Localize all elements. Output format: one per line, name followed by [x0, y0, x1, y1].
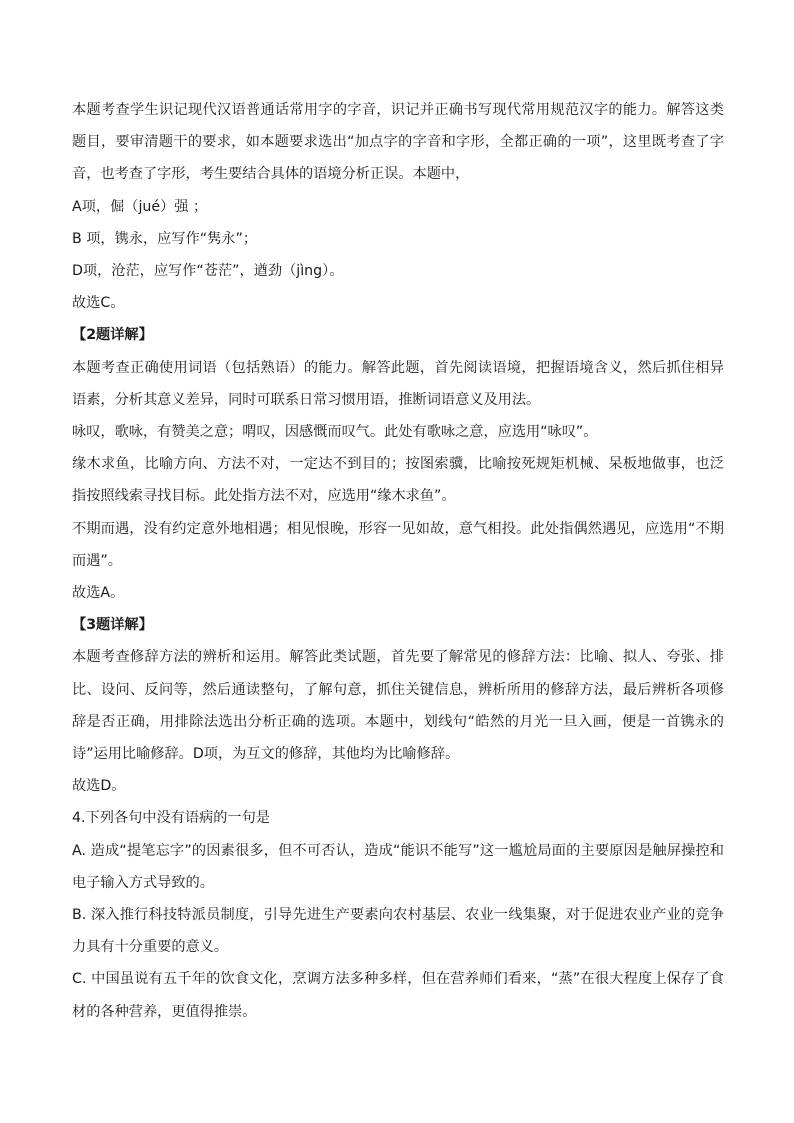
- document-page: [72, 94, 724, 1028]
- q3-heading: 【3题详解】: [72, 617, 153, 634]
- q2-explanation-2: 缘木求鱼，比喻方向、方法不对，一定达不到目的；按图索骥，比喻按死规矩机械、呆板地做事，也泛指按照线索寻找目标。此处指方法不对，应选用“缘木求鱼”。: [72, 456, 724, 505]
- q4-option-a: A. 造成“提笔忘字”的因素很多，但不可否认，造成“能识不能写”这一尴尬局面的主要原因是触屏操控和电子输入方式导致的。: [72, 842, 724, 891]
- q4-question: 4.下列各句中没有语病的一句是: [72, 810, 270, 827]
- intro-paragraph: 本题考查学生识记现代汉语普通话常用字的字音，识记并正确书写现代常用规范汉字的能力。解答这类题目，要审清题干的要求，如本题要求选出“加点字的字音和字形，全都正确的一项”，这里既考查了字音，也考查了字形，考生要结合具体的语境分析正误。本题中，: [72, 102, 724, 183]
- answer-q3: 故选D。: [72, 778, 126, 795]
- q4-option-c: C. 中国虽说有五千年的饮食文化，烹调方法多种多样，但在营养师们看来，“蒸”在很大程度上保存了食材的各种营养，更值得推崇。: [72, 971, 724, 1020]
- q4-option-b: B. 深入推行科技特派员制度，引导先进生产要素向农村基层、农业一线集聚，对于促进农业产业的竞争力具有十分重要的意义。: [72, 907, 724, 956]
- q2-heading: 【2题详解】: [72, 327, 153, 344]
- q2-explanation-1: 咏叹，歌咏，有赞美之意；喟叹，因感慨而叹气。此处有歌咏之意，应选用“咏叹”。: [72, 424, 598, 441]
- q3-explanation: 本题考查修辞方法的辨析和运用。解答此类试题，首先要了解常见的修辞方法：比喻、拟人、夸张、排比、设问、反问等，然后通读整句，了解句意，抓住关键信息，辨析所用的修辞方法，最后辨析各项修辞是否正确，用排除法选出分析正确的选项。本题中，划线句“皓然的月光一旦入画，便是一首镌永的诗”运用比喻修辞。D项，为互文的修辞，其他均为比喻修辞。: [72, 649, 724, 763]
- item-a: A项，倔（jué）强 ；: [72, 198, 208, 215]
- item-d: D项，沧茫，应写作“苍茫”，遒劲（jìng）。: [72, 263, 344, 280]
- q2-intro: 本题考查正确使用词语（包括熟语）的能力。解答此题，首先阅读语境，把握语境含义，然后抓住相异语素，分析其意义差异，同时可联系日常习惯用语，推断词语意义及用法。: [72, 359, 724, 408]
- answer-q2: 故选A。: [72, 585, 125, 602]
- item-b: B 项，镌永，应写作“隽永”；: [72, 230, 258, 247]
- q2-explanation-3: 不期而遇，没有约定意外地相遇；相见恨晚，形容一见如故，意气相投。此处指偶然遇见，应选用“不期而遇”。: [72, 520, 724, 569]
- answer-q1: 故选C。: [72, 295, 125, 312]
